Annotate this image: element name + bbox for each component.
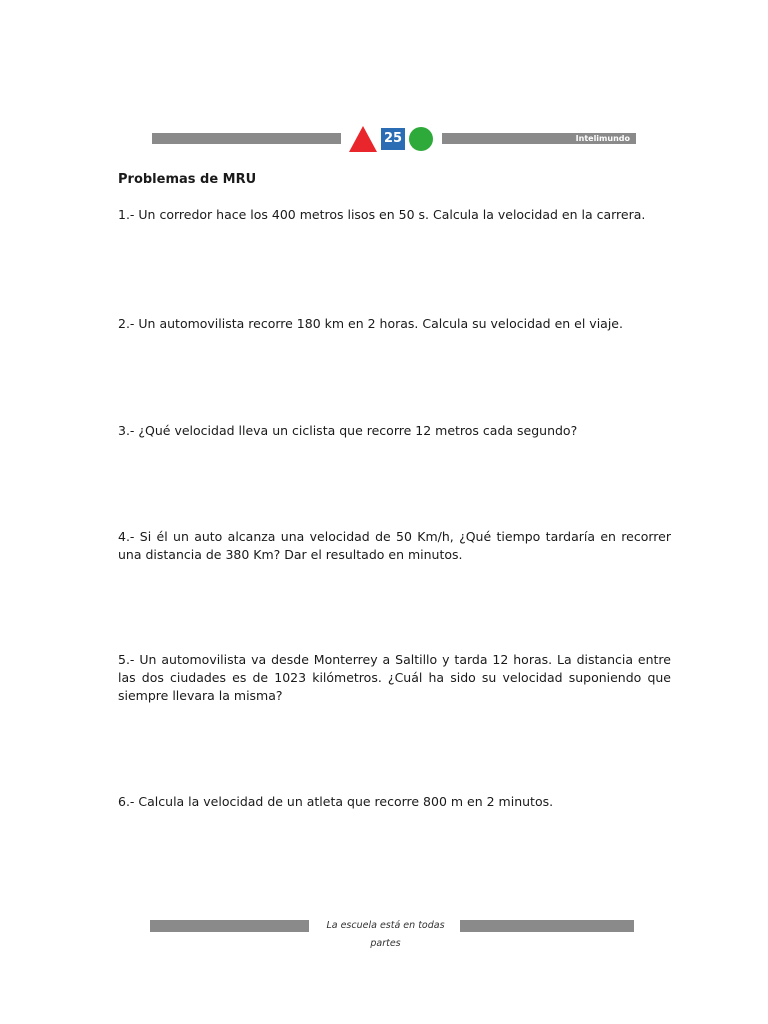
problem-1: 1.- Un corredor hace los 400 metros lisos en 50 s. Calcula la velocidad en la carrera. xyxy=(118,207,646,222)
footer-bar-left xyxy=(150,920,309,932)
page-number: 25 xyxy=(381,128,405,150)
problem-6: 6.- Calcula la velocidad de un atleta que recorre 800 m en 2 minutos. xyxy=(118,794,554,809)
brand-name: Intelimundo xyxy=(575,134,630,143)
problem-4: 4.- Si él un auto alcanza una velocidad de 50 Km/h, ¿Qué tiempo tardaría en recorrer una distancia de 380 Km? Dar el resultado en minutos. xyxy=(118,529,671,562)
footer-tagline: La escuela está en todas partes xyxy=(326,920,445,949)
green-circle-icon xyxy=(409,127,433,151)
document-title: Problemas de MRU xyxy=(118,172,257,187)
problem-2: 2.- Un automovilista recorre 180 km en 2 horas. Calcula su velocidad en el viaje. xyxy=(118,316,623,331)
page-footer xyxy=(150,917,634,949)
page-header xyxy=(152,125,636,153)
problem-5: 5.- Un automovilista va desde Monterrey a Saltillo y tarda 12 horas. La distancia entre las dos ciudades es de 1023 kilómetros. ¿Cuál ha sido su velocidad suponiendo que siempre llevara la misma? xyxy=(118,652,671,703)
problem-3: 3.- ¿Qué velocidad lleva un ciclista que recorre 12 metros cada segundo? xyxy=(118,423,578,438)
header-bar-right xyxy=(442,133,636,144)
header-bar-left xyxy=(152,133,341,144)
red-triangle-icon xyxy=(348,125,378,153)
footer-bar-right xyxy=(460,920,634,932)
